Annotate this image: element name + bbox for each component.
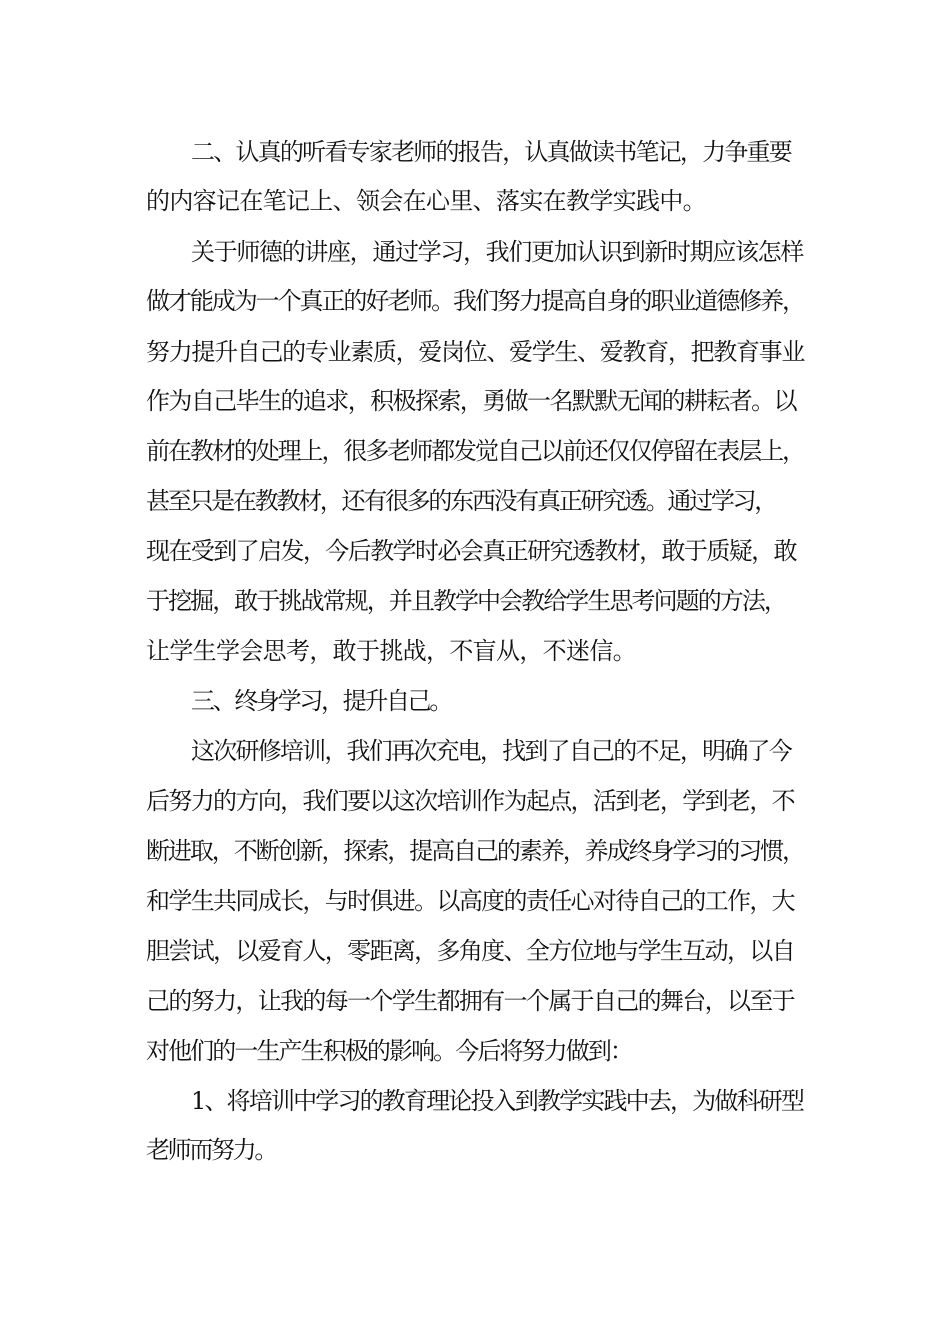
text-line: 努力提升自己的专业素质，爱岗位、爱学生、爱教育，把教育事业: [146, 338, 805, 366]
text-line: 这次研修培训，我们再次充电，找到了自己的不足，明确了今: [191, 737, 791, 765]
text-line: 1、将培训中学习的教育理论投入到教学实践中去，为做科研型: [191, 1087, 803, 1115]
text-line: 作为自己毕生的追求，积极探索，勇做一名默默无闻的耕耘者。以: [146, 387, 797, 415]
text-line: 甚至只是在教教材，还有很多的东西没有真正研究透。通过学习，: [146, 487, 776, 515]
text-line: 于挖掘，敢于挑战常规，并且教学中会教给学生思考问题的方法，: [146, 587, 786, 615]
text-line: 和学生共同成长，与时俱进。以高度的责任心对待自己的工作，大: [146, 887, 795, 915]
text-line: 断进取，不断创新，探索，提高自己的素养，养成终身学习的习惯，: [146, 837, 804, 865]
text-line: 让学生学会思考，敢于挑战，不盲从，不迷信。: [146, 637, 636, 665]
text-line: 老师而努力。: [146, 1136, 277, 1164]
text-line: 的内容记在笔记上、领会在心里、落实在教学实践中。: [146, 187, 706, 215]
text-line: 前在教材的处理上，很多老师都发觉自己以前还仅仅停留在表层上，: [146, 437, 804, 465]
text-line: 对他们的一生产生积极的影响。今后将努力做到：: [146, 1037, 633, 1065]
text-line: 己的努力，让我的每一个学生都拥有一个属于自己的舞台，以至于: [146, 987, 795, 1015]
text-line: 关于师德的讲座，通过学习，我们更加认识到新时期应该怎样: [191, 238, 804, 266]
text-line: 做才能成为一个真正的好老师。我们努力提高自身的职业道德修养，: [146, 287, 804, 315]
text-line: 后努力的方向，我们要以这次培训作为起点，活到老，学到老，不: [146, 787, 795, 815]
section-heading: 三、终身学习，提升自己。: [191, 687, 452, 715]
text-line: 现在受到了启发，今后教学时必会真正研究透教材，敢于质疑，敢: [146, 537, 797, 565]
text-line: 二、认真的听看专家老师的报告，认真做读书笔记，力争重要: [191, 138, 791, 166]
text-line: 胆尝试，以爱育人，零距离，多角度、全方位地与学生互动，以自: [146, 937, 795, 965]
